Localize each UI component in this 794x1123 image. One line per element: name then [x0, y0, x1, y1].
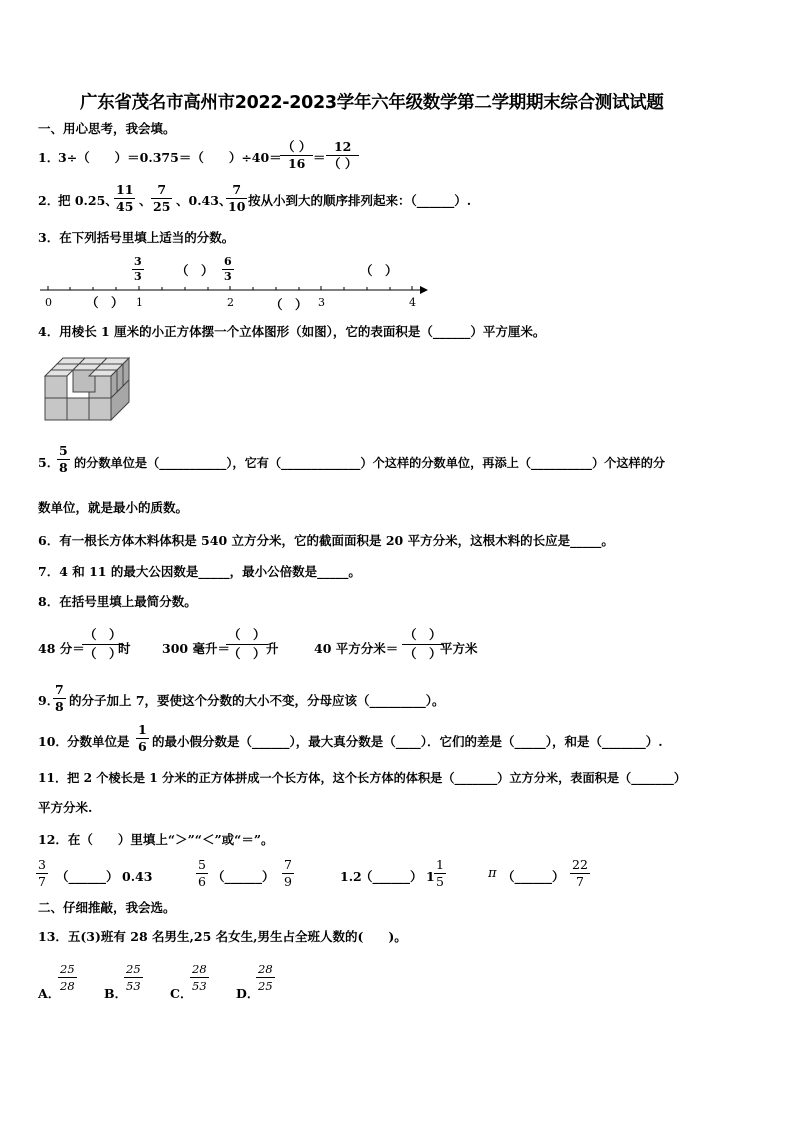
- q13-option-c-label: C．: [170, 986, 193, 1001]
- q12-c-whole: 1: [426, 869, 435, 884]
- q9-text: 的分子加上 7，要使这个分数的大小不变，分母应该（_________）。: [69, 693, 445, 708]
- q8-a-unit: 时: [118, 641, 131, 656]
- q10-text-2: 的最小假分数是（______），最大真分数是（____）．它们的差是（_____），和是（_______）.: [152, 734, 663, 749]
- q5-number: 5．: [38, 455, 60, 470]
- q2-fraction-1: 11 45: [116, 182, 134, 214]
- q5-fraction: 5 8: [59, 443, 68, 475]
- q8-c-fraction: （ ） （ ）: [404, 627, 442, 661]
- q8-b-unit: 升: [266, 641, 279, 656]
- q12-d-fraction: 22 7: [572, 857, 588, 889]
- q2-number: 2．: [38, 193, 60, 208]
- q1-fraction-1: （ ） 16: [282, 139, 312, 171]
- q12-b-fraction-2: 7 9: [284, 857, 292, 889]
- page-title: 广东省茂名市高州市2022-2023学年六年级数学第二学期期末综合测试试题: [80, 93, 664, 113]
- q3-top-paren-1: （ ）: [176, 263, 214, 278]
- q8-b-label: 300 毫升＝: [162, 641, 230, 656]
- q12-b-fraction-1: 5 6: [198, 857, 206, 889]
- q13-option-b-label: B．: [104, 986, 128, 1001]
- q2-fraction-2: 7 25: [153, 182, 171, 214]
- q3-top-paren-2: （ ）: [360, 263, 398, 278]
- q13-option-a-label: A．: [38, 986, 61, 1001]
- q3-tick-4: 4: [409, 296, 416, 309]
- q2-text-2: 、0.43、: [176, 193, 232, 208]
- q13-option-c-fraction: 28 53: [192, 962, 207, 993]
- q3-tick-3: 3: [318, 296, 325, 309]
- q1-fraction-2: 12 （ ）: [328, 139, 358, 171]
- q2-sep: 、: [139, 193, 152, 208]
- q3-tick-0: 0: [45, 296, 52, 309]
- q11-text-2: 平方分米.: [38, 800, 93, 815]
- q1-text: 3÷（ ）＝0.375＝（ ）÷40＝: [58, 150, 282, 165]
- q8-c-unit: 平方米: [440, 641, 478, 656]
- q4-cube-figure: [40, 350, 136, 424]
- q13-text: 13．五(3)班有 28 名男生,25 名女生,男生占全班人数的( )。: [38, 929, 407, 944]
- q2-text-3: 按从小到大的顺序排列起来：（______）.: [248, 193, 472, 208]
- q5-text-2: 数单位，就是最小的质数。: [38, 500, 189, 515]
- q10-text-1: 分数单位是: [67, 734, 130, 749]
- q12-text: 12．在（ ）里填上“＞”“＜”或“＝”。: [38, 832, 274, 847]
- q10-number: 10．: [38, 734, 68, 749]
- q7-text: 7．4 和 11 的最大公因数是_____，最小公倍数是_____。: [38, 564, 361, 579]
- q13-option-d-label: D．: [236, 986, 260, 1001]
- q12-d-blank: （______）: [502, 869, 565, 884]
- q12-c-blank: （______）: [360, 869, 423, 884]
- q3-text: 3．在下列括号里填上适当的分数。: [38, 230, 235, 245]
- q8-c-label: 40 平方分米＝: [314, 641, 399, 656]
- q12-c-value: 1.2: [340, 869, 362, 884]
- q3-tick-1: 1: [136, 296, 143, 309]
- q3-tick-2: 2: [227, 296, 234, 309]
- section-2-heading: 二、仔细推敲，我会选。: [38, 900, 176, 915]
- q13-option-d-fraction: 28 25: [258, 962, 273, 993]
- q8-a-fraction: （ ） （ ）: [84, 627, 122, 661]
- q12-a-blank: （______）: [56, 869, 119, 884]
- q9-number: 9．: [38, 693, 60, 708]
- q2-fraction-3: 7 10: [228, 182, 246, 214]
- q8-text: 8．在括号里填上最简分数。: [38, 594, 197, 609]
- q3-top-fraction-1: 3 3: [134, 255, 142, 283]
- q1-number: 1．: [38, 150, 60, 165]
- q10-fraction: 1 6: [138, 722, 147, 754]
- q12-b-blank: （______）: [212, 869, 275, 884]
- q2-text-1: 把 0.25、: [58, 193, 118, 208]
- q6-text: 6．有一根长方体木料体积是 540 立方分米，它的截面面积是 20 平方分米，这根木料的长应是_____。: [38, 533, 614, 548]
- q8-b-fraction: （ ） （ ）: [228, 627, 266, 661]
- q12-a-value: 0.43: [122, 869, 153, 884]
- q13-option-b-fraction: 25 53: [126, 962, 141, 993]
- q12-d-pi: π: [488, 866, 497, 881]
- q13-option-a-fraction: 25 28: [60, 962, 75, 993]
- q1-equals: ＝: [313, 150, 326, 165]
- section-1-heading: 一、用心思考，我会填。: [38, 121, 176, 136]
- q12-a-fraction: 3 7: [38, 857, 46, 889]
- q3-top-fraction-2: 6 3: [224, 255, 232, 283]
- q9-fraction: 7 8: [55, 682, 64, 714]
- q3-bottom-paren-1: （ ）: [86, 295, 124, 310]
- q8-a-label: 48 分＝: [38, 641, 85, 656]
- q3-bottom-paren-2: （ ）: [270, 297, 308, 312]
- q12-c-fraction: 1 5: [436, 857, 444, 889]
- q11-text-1: 11．把 2 个棱长是 1 分米的正方体拼成一个长方体，这个长方体的体积是（_______）立方分米，表面积是（_______）: [38, 771, 687, 785]
- q4-text: 4．用棱长 1 厘米的小正方体摆一个立体图形（如图），它的表面积是（______）平方厘米。: [38, 324, 546, 339]
- q5-text-1: 的分数单位是（___________），它有（_____________）个这样的分数单位，再添上（__________）个这样的分: [74, 456, 666, 470]
